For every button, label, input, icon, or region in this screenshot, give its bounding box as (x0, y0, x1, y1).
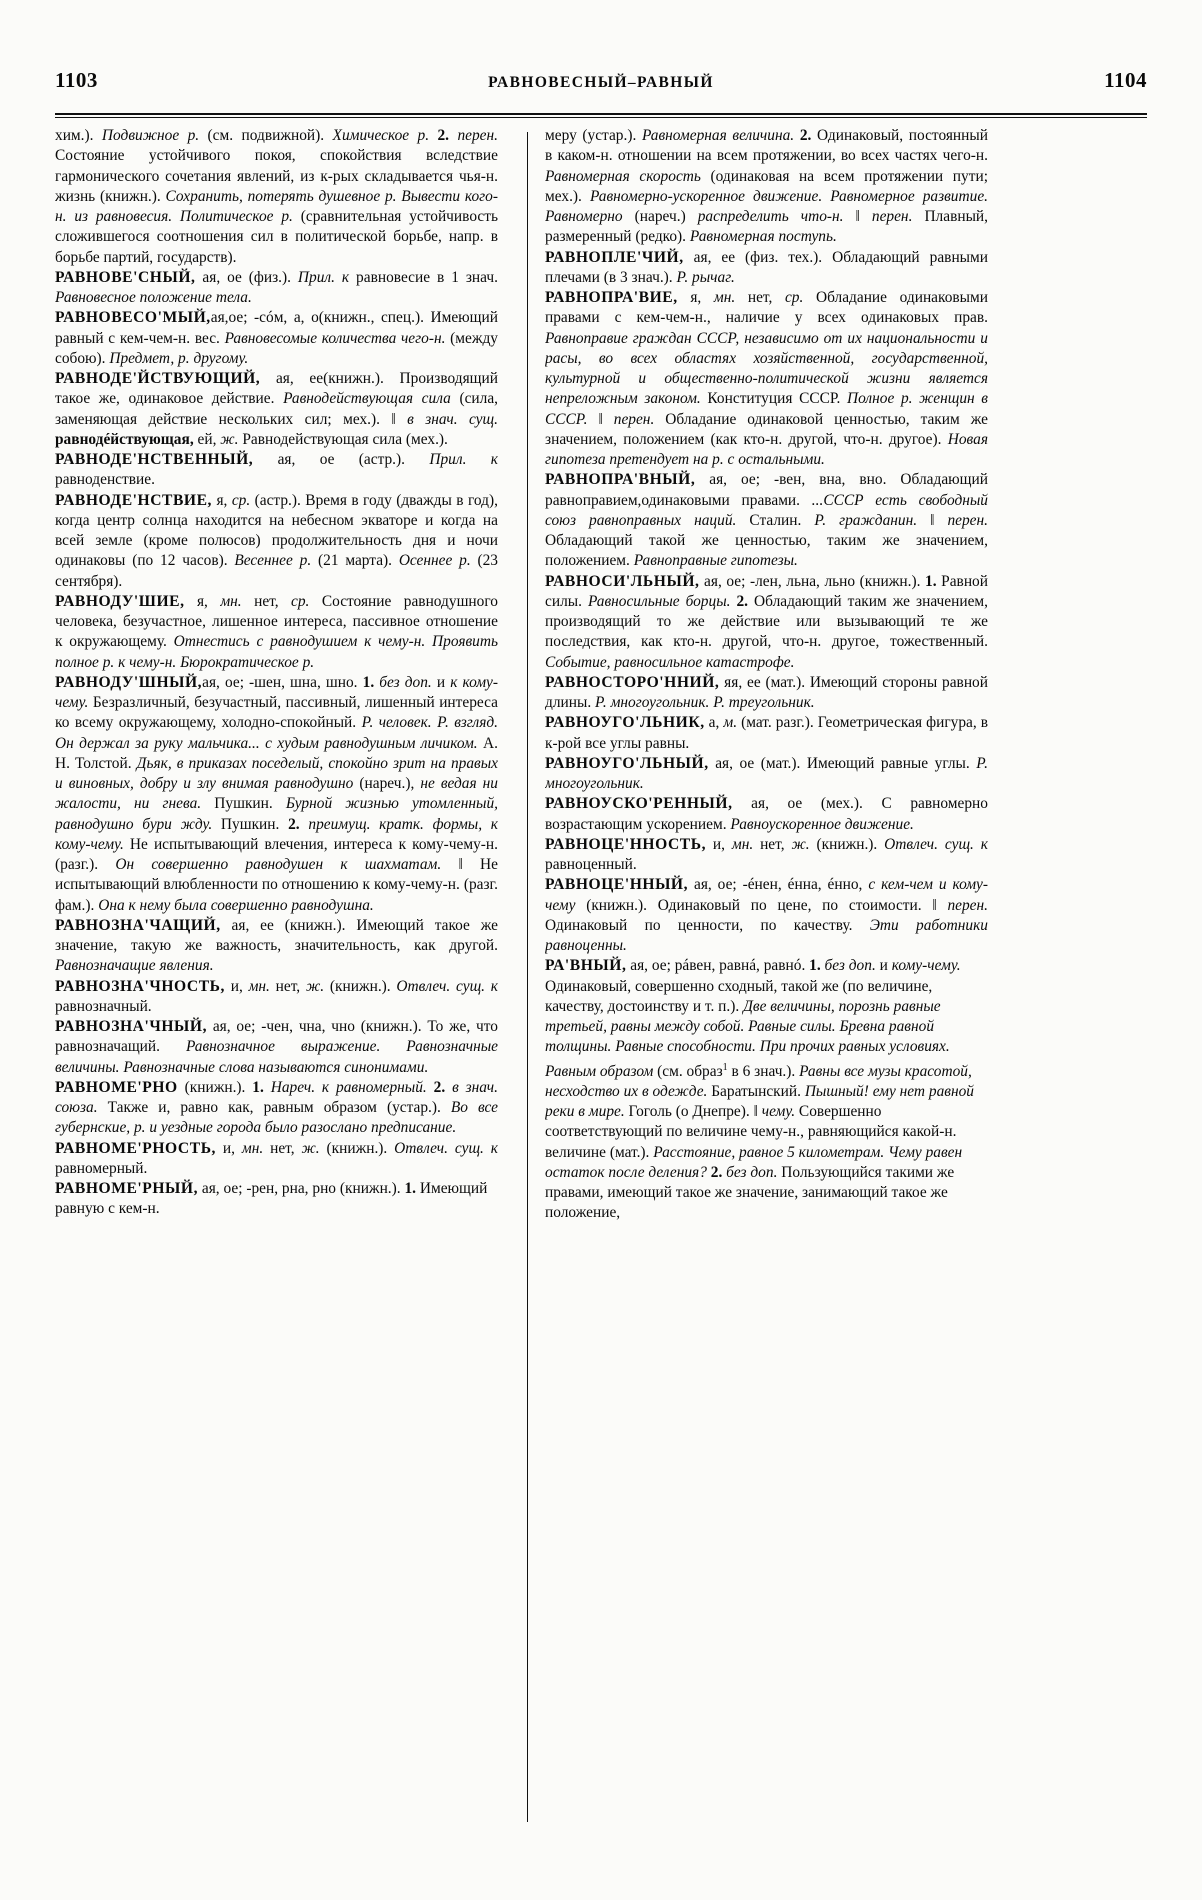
text-run: Конституция СССР. (700, 390, 847, 408)
text-run: нет, (753, 835, 792, 853)
text-run: ая, ое; -рен, рна, рно (книжн.). (198, 1180, 405, 1197)
sense-number: 2. (799, 127, 812, 144)
text-run: равноценный. (545, 856, 637, 873)
text-run: равнозначный. (55, 997, 152, 1015)
sense-number: 2. (433, 1078, 446, 1096)
italic-run: Р. многоугольник. (545, 754, 988, 792)
text-run: нет, (735, 289, 785, 306)
text-run: хим.). (55, 127, 102, 144)
text-run: я, (184, 592, 221, 610)
italic-run: Две величины, порознь равные третьей, равны между собой. Равные силы. Бревна равной толщины. Равные способности. При прочих равных условиях. Равным образом (545, 997, 950, 1080)
text-run: Плавный, размеренный (редко). (545, 208, 988, 246)
italic-run: Новая гипотеза претендует на р. с остальными. (545, 430, 988, 468)
dictionary-entry (545, 248, 988, 289)
dictionary-entry (545, 288, 988, 470)
italic-run: не ведая ни жалости, ни гнева. (55, 775, 498, 813)
italic-run: ср. (231, 491, 251, 509)
italic-run: Равнозначное выражение. Равнозначные величины. Равнозначные слова называются синонимами. (55, 1038, 498, 1076)
text-run: Одинаковый, постоянный в каком-н. отношении на всем протяжении, во всех частях чего-н. (545, 127, 988, 165)
text-run: меру (устар.). (545, 127, 642, 144)
text-run: (см. подвижной). (199, 127, 333, 144)
text-run: (астр.). Время в году (дважды в год), когда центр солнца находится на небесном экваторе и когда на всей земле (кроме полюсов) продолжительность дня и ночи одинаковы (по 12 часов). (55, 491, 498, 570)
text-run: ая, ое; рáвен, равнá, равнó. (626, 957, 810, 975)
entry-headword: РАВНОДЕ'НСТВЕННЫЙ, (55, 451, 254, 468)
italic-run: Р. многоугольник. Р. треугольник. (595, 694, 815, 711)
entry-headword: РАВНОПРА'ВНЫЙ, (545, 471, 696, 489)
dictionary-entry (545, 956, 988, 1223)
header-rule-thin (55, 117, 1147, 118)
sense-number: 2. (710, 1163, 723, 1181)
text-run: (нареч.), (353, 775, 421, 792)
italic-run: Он совершенно равнодушен к шахматам. (115, 856, 442, 873)
text-run: ая, ое (физ.). (195, 268, 298, 286)
italic-run: Событие, равносильное катастрофе. (545, 653, 795, 671)
text-run: (сила, заменяющая действие нескольких сил; мех.). ‖ (55, 390, 498, 428)
text-run: ая,ое; -сóм, а, о(книжн., спец.). Имеющий равный с кем-чем-н. вес. (55, 309, 498, 347)
entry-headword: РАВНОМЕ'РНО (55, 1078, 178, 1096)
italic-run: Равномерная поступь. (689, 228, 837, 246)
italic-run: ж. (301, 1139, 320, 1157)
sense-number: 2. (288, 815, 300, 833)
dictionary-entry (55, 977, 498, 1018)
text-run: Обладание одинаковой ценностью, таким же значением, положением (как кто-н. другой, что-н. другое). (545, 410, 988, 448)
sense-number: 1. (809, 957, 821, 975)
italic-run: Весеннее р. (234, 552, 312, 570)
dictionary-entry (55, 268, 498, 309)
dictionary-entry (55, 491, 498, 592)
sense-number: равнодéйствующая, (55, 430, 194, 448)
italic-run: м. (723, 714, 738, 732)
italic-run: перен. (947, 896, 988, 914)
entry-headword: РАВНОВЕСО'МЫЙ, (55, 309, 211, 327)
text-run: Обладающий таким же значением, производящий то же действие или вызывающий те же последствия, как кто-н. другой, что-н. другое, тожественный. (545, 592, 988, 651)
text-run: ая, ое; -éнен, éнна, éнно, (688, 876, 869, 894)
text-run: (книжн.). (809, 835, 885, 853)
text-run: ая, ое (мат.). Имеющий равные углы. (708, 754, 977, 772)
dictionary-entry (55, 1139, 498, 1180)
italic-run: Равнозначащие явления. (55, 957, 214, 975)
italic-run: Р. человек. Р. взгляд. Он держал за руку мальчика... с худым равнодушным личиком. (55, 714, 498, 752)
italic-run: Равномерная скорость (545, 167, 701, 185)
italic-run: Отвлеч. сущ. к (394, 1139, 498, 1157)
italic-run: перен. (871, 208, 913, 225)
dictionary-entry (545, 754, 988, 795)
italic-run: Отвлеч. сущ. к (884, 835, 988, 853)
entry-headword: РАВНОДУ'ШНЫЙ, (55, 673, 203, 691)
text-run: ая, ое (астр.). (253, 451, 430, 468)
text-run: (нареч.) (622, 208, 698, 225)
entry-headword: РАВНОУГО'ЛЬНИК, (545, 714, 705, 732)
entry-headword: РАВНОДУ'ШИЕ, (55, 592, 185, 610)
text-run: равновесие в 1 знач. (349, 268, 498, 286)
italic-run: в знач. союза. (55, 1078, 498, 1116)
dictionary-entry (55, 1017, 498, 1078)
text-run: а, (704, 714, 724, 732)
italic-run: без доп. (726, 1163, 778, 1181)
italic-run: Равны все музы красотой, несходство их в одежде. (545, 1062, 972, 1100)
text-run: Безразличный, безучастный, пассивный, лишенный интереса ко всему окружающему, холодно-спокойный. (55, 694, 498, 732)
entry-headword: РАВНОВЕ'СНЫЙ, (55, 268, 196, 286)
text-run: 1 (722, 1061, 728, 1073)
sense-number: 1. (404, 1180, 417, 1197)
text-run: равноденствие. (55, 471, 155, 489)
italic-run: мн. (731, 835, 754, 853)
dictionary-entry (55, 916, 498, 977)
italic-run: ж. (791, 835, 810, 853)
entry-headword: РАВНОЗНА'ЧАЩИЙ, (55, 916, 221, 934)
text-run: Имеющий равную с кем-н. (55, 1180, 488, 1218)
running-header (55, 68, 1147, 94)
italic-run: Полное р. женщин в СССР. (545, 390, 988, 428)
italic-run: Во все губернские, р. и уездные города было разослано предписание. (55, 1099, 498, 1137)
dictionary-entry (55, 369, 498, 450)
text-run: яя, ее (мат.). Имеющий стороны равной длины. (545, 673, 988, 711)
italic-run: Отнестись с равнодушием к чему-н. Проявить полное р. к чему-н. Бюрократическое р. (55, 633, 498, 671)
sense-number: 2. (736, 592, 749, 610)
text-run: Баратынский. (707, 1082, 805, 1100)
text-run: (книжн.). (324, 977, 397, 995)
italic-run: без доп. (824, 957, 876, 975)
text-run: Совершенно соответствующий по величине чему-н., равняющийся какой-н. величине (мат.). (545, 1103, 957, 1161)
text-run: ‖ (843, 208, 872, 225)
italic-run: Равновесомые количества чего-н. (224, 329, 446, 347)
dictionary-entry (55, 1078, 498, 1139)
italic-run: Равноускоренное движение. (730, 815, 914, 833)
text-run: Состояние устойчивого покоя, спокойствия вследствие гармонического сочетания явлений, из к-рых складывается чья-н. жизнь (книжн.). (55, 147, 498, 205)
text-run: и, (706, 835, 732, 853)
text-run: Обладание одинаковыми правами с кем-чем-н., наличие у всех одинаковых прав. (545, 289, 988, 327)
entry-headword: РАВНОЦЕ'ННОСТЬ, (545, 835, 707, 853)
text-run (427, 1079, 434, 1096)
italic-run: к кому-чему. (55, 673, 498, 711)
dictionary-entry (545, 673, 988, 714)
text-run: (сравнительная устойчивость сложившегося соотношения сил в политической борьбе, напр. в борьбе партий, государств). (55, 208, 498, 266)
italic-run: ж. (305, 977, 325, 995)
text-run: (книжн.). Одинаковый по цене, по стоимости. ‖ (575, 896, 948, 914)
header-rule-thick (55, 113, 1147, 115)
entry-headword: РА'ВНЫЙ, (545, 957, 627, 975)
sense-number: 2. (437, 127, 450, 144)
text-run: Пушкин. (212, 815, 289, 833)
dictionary-entry (545, 794, 988, 835)
entry-headword: РАВНОПРА'ВИЕ, (545, 289, 678, 306)
folio-left: 1103 (55, 68, 98, 92)
text-run: Пушкин. (201, 795, 286, 813)
entry-headword: РАВНОМЕ'РНОСТЬ, (55, 1139, 216, 1157)
italic-run: ж. (220, 430, 239, 448)
entry-headword: РАВНОЗНА'ЧНЫЙ, (55, 1018, 208, 1035)
sense-number: 1. (362, 673, 375, 691)
text-run: ‖ (587, 410, 614, 428)
text-run: ‖ (917, 511, 948, 529)
italic-run: Равномерная величина. (641, 127, 795, 144)
italic-run: чему. (761, 1103, 796, 1121)
text-run: Обладающий такой же ценностью, таким же значением, положением. (545, 532, 988, 570)
italic-run: перен. (613, 410, 655, 428)
dictionary-entry (55, 1179, 498, 1220)
italic-run: Равносильные борцы. (587, 592, 731, 610)
entry-headword: РАВНОДЕ'ЙСТВУЮЩИЙ, (55, 370, 261, 387)
text-run: Равнодействующая сила (мех.). (238, 430, 448, 448)
text-run: ая, ое; -чен, чна, чно (книжн.). То же, что равнозначащий. (55, 1018, 498, 1056)
entry-headword: РАВНОСИ'ЛЬНЫЙ, (545, 572, 700, 590)
italic-run: без доп. (379, 673, 432, 691)
italic-run: с кем-чем и кому-чему (545, 876, 988, 914)
italic-run: мн. (241, 1139, 264, 1157)
text-run: я, (677, 289, 714, 306)
column-right (545, 126, 988, 1860)
text-run: нет, (241, 592, 292, 610)
italic-run: Осеннее р. (398, 552, 471, 570)
text-run: (см. образ (653, 1062, 723, 1080)
text-run: (между собою). (55, 329, 498, 367)
text-run: Пользующийся такими же правами, имеющий такое же значение, занимающий такое же положение, (545, 1163, 955, 1222)
text-run: ‖ Не испытывающий влюбленности по отношению к кому-чему-н. (разг. фам.). (55, 856, 498, 914)
italic-run: ср. (784, 289, 804, 306)
text-run: (мат. разг.). Геометрическая фигура, в к-рой все углы равны. (545, 714, 988, 752)
italic-run: Предмет, р. другому. (109, 349, 249, 367)
entry-headword: РАВНОСТОРО'ННИЙ, (545, 673, 720, 691)
text-run: ая, ое; -вен, вна, вно. Обладающий равноправием,одинаковыми правами. (545, 471, 988, 509)
italic-run: Эти работники равноценны. (545, 916, 988, 954)
italic-run: преимущ. кратк. формы, к кому-чему. (55, 815, 498, 853)
italic-run: Пышный! ему нет равной реки в мире. (545, 1082, 974, 1121)
entry-headword: РАВНОЗНА'ЧНОСТЬ, (55, 977, 225, 995)
italic-run: Прил. к (429, 451, 498, 468)
entry-headword: РАВНОУСКО'РЕННЫЙ, (545, 795, 733, 813)
folio-right: 1104 (1104, 68, 1147, 92)
italic-run: Равномерно-ускоренное движение. Равномерное развитие. Равномерно (545, 187, 988, 225)
text-run: нет, (263, 1139, 302, 1157)
text-run: (книжн.). (177, 1078, 253, 1096)
dictionary-entry (545, 572, 988, 673)
italic-run: Бурной жизнью утомленный, равнодушно бури жду. (55, 795, 499, 833)
italic-run: Р. рычаг. (676, 268, 735, 286)
italic-run: Р. гражданин. (814, 511, 918, 529)
text-run: Состояние равнодушного человека, безучастное, лишенное интереса, пассивное отношение к окружающему. (55, 592, 498, 651)
entry-continuation (55, 126, 498, 268)
italic-run: Подвижное р. (101, 127, 200, 144)
italic-run: Равновесное положение тела. (55, 289, 252, 306)
sense-number: 1. (925, 572, 937, 590)
text-run: Сталин. (736, 511, 815, 529)
text-run: (одинаковая на всем протяжении пути; мех.). (545, 167, 988, 205)
text-run: ая, ое; -шен, шна, шно. (202, 673, 363, 691)
text-run: Равной силы. (545, 572, 988, 610)
text-run: ая, ое (мех.). С равномерно возрастающим ускорением. (545, 795, 988, 833)
text-run: А. Н. Толстой. (55, 734, 498, 772)
text-run: и, (224, 977, 249, 995)
italic-run: перен. (947, 511, 988, 529)
italic-run: мн. (248, 977, 270, 995)
italic-run: Дьяк, в приказах поседелый, спокойно зрит на правых и виновных, добру и злу внимая равнодушно (55, 754, 498, 792)
dictionary-entry (55, 673, 498, 916)
italic-run: Химическое р. (332, 127, 430, 144)
italic-run: Равноправные гипотезы. (633, 552, 798, 570)
italic-run: Равноправие граждан СССР, независимо от их национальности и расы, во всех областях хозяйственной, государственной, культурной и общественно-политической жизни является непреложным законом. (545, 329, 988, 408)
dictionary-entry (545, 835, 988, 876)
text-run: ая, ее (книжн.). Имеющий такое же значение, такую же важность, значительность, как другой. (55, 916, 498, 954)
dictionary-entry (55, 308, 498, 369)
text-run: (23 сентября). (55, 552, 498, 590)
dictionary-entry (55, 592, 498, 673)
italic-run: ...СССР есть свободный союз равноправных наций. (545, 491, 988, 529)
entry-headword: РАВНОМЕ'РНЫЙ, (55, 1180, 199, 1197)
entry-headword: РАВНОУГО'ЛЬНЫЙ, (545, 754, 709, 772)
entry-continuation (545, 126, 988, 248)
italic-run: Она к нему была совершенно равнодушна. (98, 896, 374, 914)
dictionary-entry (545, 713, 988, 754)
italic-run: Сохранить, потерять душевное р. Вывести кого-н. из равновесия. Политическое р. (55, 187, 498, 225)
entry-headword: РАВНОЦЕ'ННЫЙ, (545, 876, 689, 894)
italic-run: в знач. сущ. (407, 410, 498, 428)
running-title: РАВНОВЕСНЫЙ–РАВНЫЙ (488, 74, 714, 91)
italic-run: Нареч. к равномерный. (270, 1078, 427, 1096)
text-run: нет, (269, 977, 306, 995)
italic-run: Расстояние, равное 5 километрам. Чему равен остаток после деления? (545, 1143, 963, 1181)
text-run: Не испытывающий влечения, интереса к кому-чему-н. (разг.). (55, 835, 498, 873)
text-run: равномерный. (55, 1159, 148, 1177)
italic-run: ср. (291, 592, 310, 610)
text-run: и (431, 673, 451, 691)
italic-run: Равнодействующая сила (283, 390, 451, 408)
text-run: я, (212, 491, 232, 509)
text-run: ая, ее (физ. тех.). Обладающий равными плечами (в 3 знач.). (545, 248, 988, 286)
text-run: (книжн.). (319, 1139, 395, 1157)
text-run: Одинаковый по ценности, по качеству. (545, 916, 870, 934)
sense-number: 1. (252, 1078, 264, 1096)
text-run: ая, ое; -лен, льна, льно (книжн.). (699, 572, 926, 590)
dictionary-entry (545, 875, 988, 956)
italic-run: Прил. к (297, 268, 350, 286)
entry-headword: РАВНОПЛЕ'ЧИЙ, (545, 248, 684, 266)
italic-run: мн. (713, 289, 736, 306)
column-divider (527, 132, 528, 1822)
columns-container (55, 126, 1147, 1860)
italic-run: распределить что-н. (697, 208, 844, 225)
text-run (264, 1079, 271, 1096)
italic-run: кому-чему. (891, 957, 961, 975)
text-run: в 6 знач.). (727, 1062, 800, 1080)
text-run: (21 марта). (311, 552, 399, 570)
entry-headword: РАВНОДЕ'НСТВИЕ, (55, 491, 213, 509)
column-left (55, 126, 510, 1860)
header-rule (55, 113, 1147, 118)
text-run: Также и, равно как, равным образом (устар.). (97, 1099, 451, 1116)
text-run: и (875, 957, 892, 975)
italic-run: Отвлеч. сущ. к (396, 977, 499, 995)
dictionary-entry (55, 450, 498, 491)
text-run: Одинаковый, совершенно сходный, такой же (по величине, качеству, достоинству и т. п.). (545, 977, 933, 1015)
italic-run: мн. (220, 592, 242, 610)
dictionary-entry (545, 470, 988, 571)
text-run: ая, ее(книжн.). Производящий такое же, одинаковое действие. (55, 370, 498, 408)
italic-run: перен. (457, 127, 498, 144)
text-run: и, (216, 1139, 242, 1157)
text-run: Гоголь (о Днепре). ‖ (624, 1103, 762, 1121)
text-run: ей, (193, 430, 221, 448)
